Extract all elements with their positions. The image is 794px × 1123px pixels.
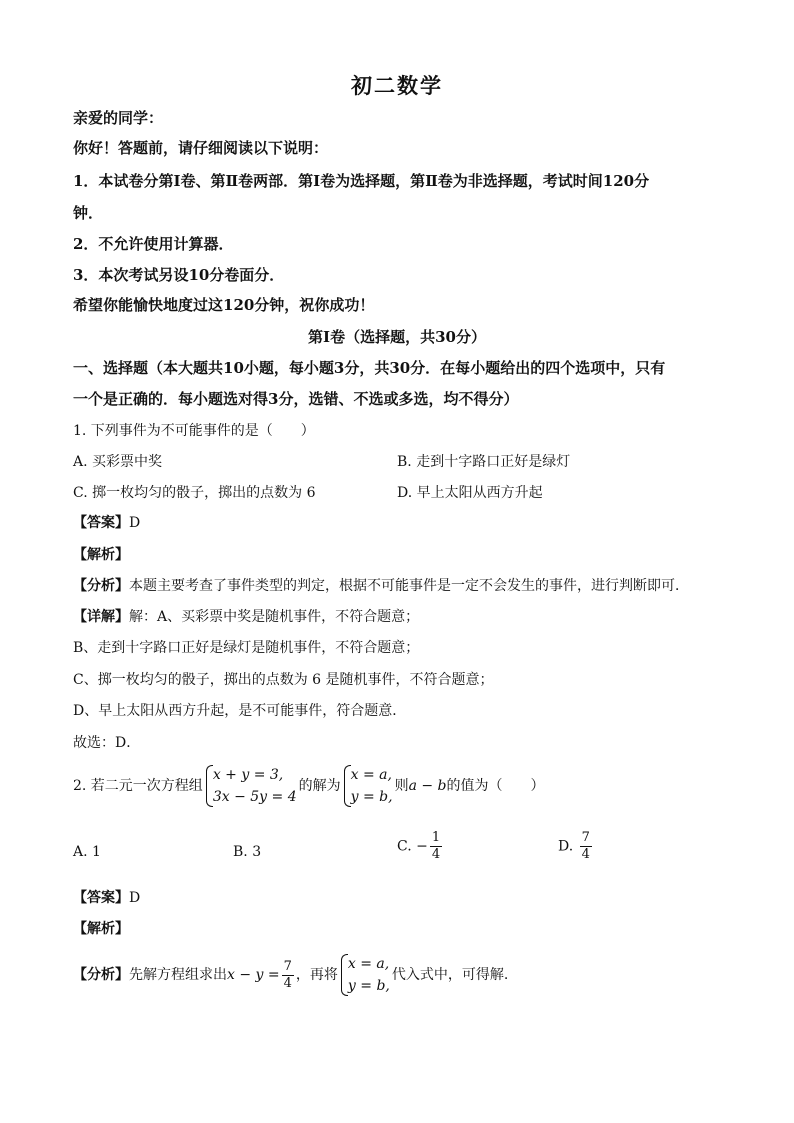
question-2-option-d: [558, 830, 594, 863]
fenxi-text: 本题主要考查了事件类型的判定，根据不可能事件是一定不会发生的事件，进行判断即可．: [129, 578, 689, 594]
option-c-fraction: [430, 830, 442, 863]
option-c-denominator: 4: [431, 847, 441, 862]
expression: a − b: [408, 778, 447, 794]
equation-1: x + y = 3,: [212, 767, 284, 783]
instructions-intro: 你好！答题前，请仔细阅读以下说明：: [73, 139, 329, 157]
question-1-option-c: C. 掷一枚均匀的骰子，掷出的点数为 6: [73, 485, 316, 501]
xiangjie-tag: 【详解】: [73, 609, 129, 625]
answer-value: D: [129, 890, 141, 906]
wish-text: 希望你能愉快地度过这120分钟，祝你成功！: [73, 296, 375, 314]
question-1-conclusion: 故选：D．: [73, 735, 141, 751]
rule-1: 1．本试卷分第Ⅰ卷、第Ⅱ卷两部．第Ⅰ卷为选择题，第Ⅱ卷为非选择题，考试时间120分: [73, 172, 650, 190]
fenxi-solution-1: x = a,: [347, 956, 390, 972]
fenxi-text-a: 先解方程组求出: [129, 967, 227, 983]
solution-1: x = a,: [350, 767, 392, 783]
fenxi-numerator: 7: [283, 958, 292, 974]
answer-tag: 【答案】: [73, 890, 129, 906]
solution-system: [343, 764, 393, 808]
option-c-label: C.: [397, 838, 412, 855]
stem-suffix: 的值为（ ）: [446, 778, 545, 794]
question-1-option-d: D. 早上太阳从西方升起: [397, 485, 543, 501]
analysis-tag: 【解析】: [73, 921, 129, 937]
fenxi-solution-system: [340, 953, 390, 997]
question-2-stem: [73, 763, 545, 809]
question-1-line-c: C、掷一枚均匀的骰子，掷出的点数为 6 是随机事件，不符合题意；: [73, 672, 494, 688]
fenxi-solution-2: y = b,: [347, 978, 390, 994]
question-2-fenxi: [73, 952, 508, 998]
section-instructions-cont: 一个是正确的．每小题选对得3分，选错、不选或多选，均不得分）: [73, 390, 519, 408]
answer-tag: 【答案】: [73, 515, 129, 531]
xiangjie-text: 解：A、买彩票中奖是随机事件，不符合题意；: [129, 609, 420, 625]
fenxi-denominator: 4: [283, 975, 292, 991]
question-2-option-a: A. 1: [73, 844, 101, 860]
greeting: 亲爱的同学：: [73, 109, 164, 127]
rule-1-cont: 钟．: [73, 204, 104, 222]
question-1-line-d: D、早上太阳从西方升起，是不可能事件，符合题意．: [73, 703, 407, 719]
page-title: 初二数学: [351, 73, 443, 98]
rule-3: 3．本次考试另设10分卷面分．: [73, 266, 285, 284]
analysis-tag: 【解析】: [73, 547, 129, 563]
option-c-sign: −: [416, 838, 428, 855]
fenxi-fraction: [282, 959, 294, 992]
question-2-answer: [73, 888, 140, 908]
part-heading: 第Ⅰ卷（选择题，共30分）: [308, 328, 486, 346]
fenxi-tag: 【分析】: [73, 967, 129, 983]
answer-value: D: [129, 515, 141, 531]
question-1-option-a: A. 买彩票中奖: [73, 454, 163, 470]
question-1-answer: [73, 513, 140, 533]
fenxi-text-b: ，再将: [295, 967, 338, 983]
question-1-stem: 1. 下列事件为不可能事件的是（ ）: [73, 423, 315, 439]
option-c-numerator: 1: [431, 830, 441, 845]
solution-2: y = b,: [350, 789, 393, 805]
option-d-numerator: 7: [581, 830, 590, 845]
fenxi-expression: x − y =: [227, 967, 280, 983]
question-1-fenxi: [73, 576, 689, 596]
section-instructions: 一、选择题（本大题共10小题，每小题3分，共30分．在每小题给出的四个选项中，只有: [73, 359, 666, 377]
question-2-option-c: [397, 830, 444, 863]
fenxi-tag: 【分析】: [73, 578, 129, 594]
fenxi-text-c: 代入式中，可得解.: [391, 967, 509, 983]
equation-2: 3x − 5y = 4: [212, 789, 297, 805]
stem-mid: 的解为: [298, 778, 341, 794]
rule-2: 2．不允许使用计算器．: [73, 235, 234, 253]
question-1-option-b: B. 走到十字路口正好是绿灯: [397, 454, 571, 470]
question-2-option-b: B. 3: [233, 844, 262, 860]
equation-system: [205, 764, 297, 808]
stem-mid2: 则: [394, 778, 409, 794]
option-d-label: D.: [558, 838, 574, 855]
stem-prefix: 2. 若二元一次方程组: [73, 778, 203, 794]
question-1-xiangjie: [73, 607, 419, 627]
question-1-line-b: B、走到十字路口正好是绿灯是随机事件，不符合题意；: [73, 640, 420, 656]
option-d-denominator: 4: [581, 847, 590, 862]
option-d-fraction: [580, 830, 592, 863]
